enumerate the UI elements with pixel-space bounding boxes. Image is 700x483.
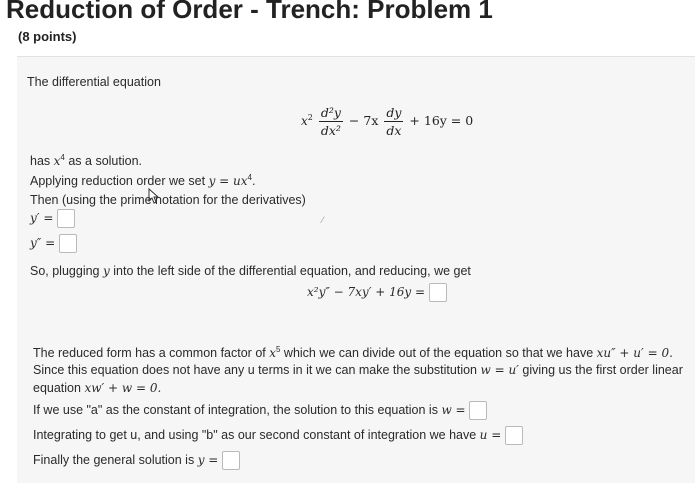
reduced-form-line2: Since this equation does not have any u terms in it we can make the substitution w = u′ giving us the first order linear: [33, 363, 683, 377]
y-prime-row: y′ =: [30, 209, 75, 228]
plugging-line: So, plugging y into the left side of the differential equation, and reducing, we get: [30, 264, 471, 278]
intro-text: The differential equation: [27, 75, 161, 89]
reduced-form-line3: equation xw′ + w = 0.: [33, 381, 162, 395]
reduced-equation-row: x²y″ − 7xy′ + 16y =: [307, 283, 447, 302]
points-label: (8 points): [18, 29, 77, 44]
has-solution-line: has $x^4$ as a solution.: [30, 153, 143, 169]
integration-line: If we use "a" as the constant of integration, the solution to this equation is w =: [33, 401, 487, 420]
integrating-line: Integrating to get u, and using "b" as our second constant of integration we have u =: [33, 426, 523, 445]
w-answer-box[interactable]: [469, 401, 487, 420]
y-double-prime-answer-box[interactable]: [59, 234, 77, 253]
reduced-form-line1: The reduced form has a common factor of $x^5$ which we can divide out of the equation so that we have xu″ + u′ = 0.: [33, 345, 673, 361]
reduced-equation-answer-box[interactable]: [429, 283, 447, 302]
then-line: Then (using the prime notation for the derivatives): [30, 193, 306, 207]
d2y-dx2-fraction: $\frac{\text{d²y}}{\text{dx²}}$: [320, 105, 341, 138]
y-double-prime-row: y″ =: [30, 234, 77, 253]
page-title: Reduction of Order - Trench: Problem 1: [6, 0, 493, 24]
applying-line: Applying reduction order we set $y = ux^4$.: [30, 173, 256, 189]
y-general-answer-box[interactable]: [222, 451, 240, 470]
dy-dx-fraction: $\frac{dy}{dx}$: [386, 105, 402, 138]
problem-card: [17, 56, 695, 483]
y-prime-answer-box[interactable]: [57, 209, 75, 228]
decorative-mark: ⁄: [322, 215, 324, 225]
general-solution-line: Finally the general solution is y =: [33, 451, 240, 470]
u-answer-box[interactable]: [505, 426, 523, 445]
differential-equation: $x^2$ $\frac{\text{d²y}}{\text{dx²}}$ − 7x $\frac{dy}{dx}$ + 16y = 0: [301, 105, 474, 138]
